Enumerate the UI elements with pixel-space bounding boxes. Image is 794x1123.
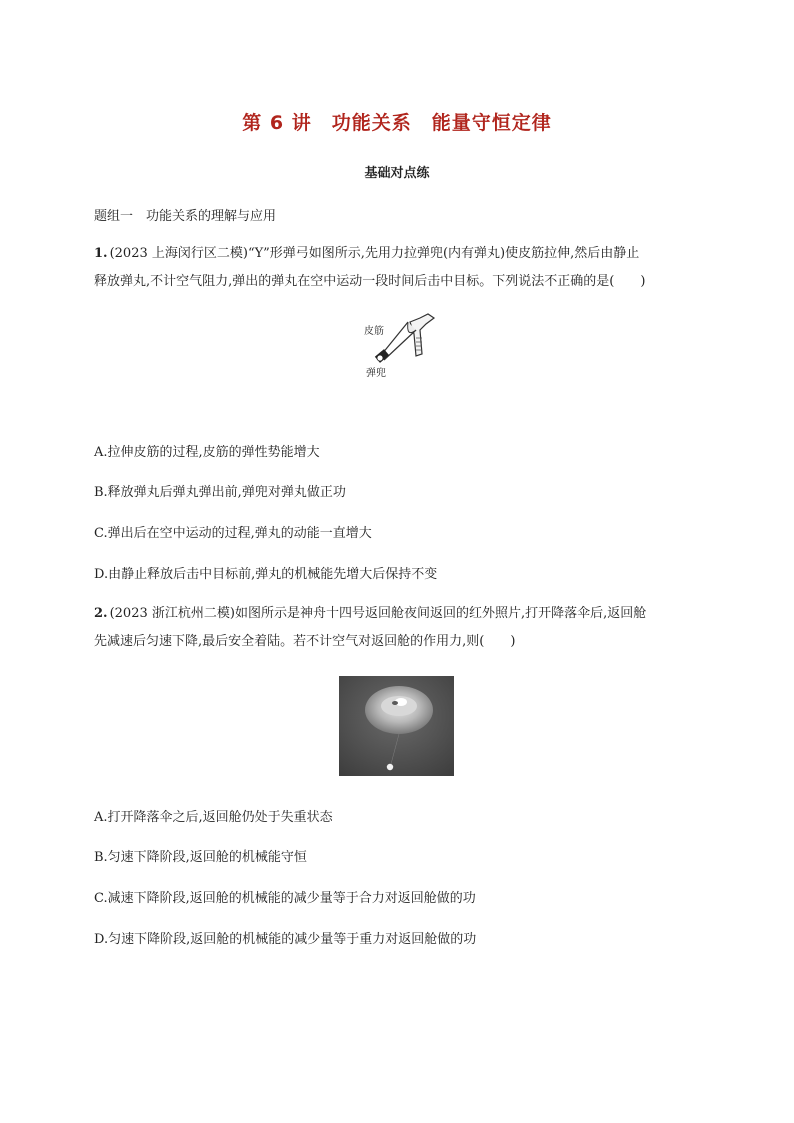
question-2-text-1: (2023 浙江杭州二模)如图所示是神舟十四号返回舱夜间返回的红外照片,打开降落伞后,返回舱	[109, 606, 647, 621]
question-1-line-1	[94, 240, 714, 268]
question-1	[94, 240, 714, 296]
question-2	[94, 600, 714, 656]
question-1-line-2: 释放弹丸,不计空气阻力,弹出的弹丸在空中运动一段时间后击中目标。下列说法不正确的是( )	[94, 274, 646, 289]
page-title: 第 6 讲 功能关系 能量守恒定律	[242, 112, 552, 134]
question-2-line-2: 先减速后匀速下降,最后安全着陆。若不计空气对返回舱的作用力,则( )	[94, 634, 516, 649]
question-2-number: 2.	[94, 606, 108, 621]
question-1-option-d: D.由静止释放后击中目标前,弹丸的机械能先增大后保持不变	[94, 567, 438, 582]
section-heading: 题组一 功能关系的理解与应用	[94, 209, 277, 224]
slingshot-figure	[360, 308, 440, 380]
return-capsule-photo	[339, 676, 454, 776]
question-2-line-1	[94, 600, 714, 628]
question-1-option-b: B.释放弹丸后弹丸弹出前,弹兜对弹丸做正功	[94, 485, 346, 500]
question-1-option-a: A.拉伸皮筋的过程,皮筋的弹性势能增大	[94, 445, 320, 460]
question-1-option-c: C.弹出后在空中运动的过程,弹丸的动能一直增大	[94, 526, 372, 541]
question-1-text-1: (2023 上海闵行区二模)“Y”形弹弓如图所示,先用力拉弹兜(内有弹丸)使皮筋拉伸,然后由静止	[109, 246, 640, 261]
pouch-label: 弹兜	[366, 368, 386, 379]
question-2-option-c: C.减速下降阶段,返回舱的机械能的减少量等于合力对返回舱做的功	[94, 891, 476, 906]
page-subtitle: 基础对点练	[364, 166, 430, 181]
question-2-option-a: A.打开降落伞之后,返回舱仍处于失重状态	[94, 810, 333, 825]
rubber-label: 皮筋	[364, 326, 384, 337]
question-2-option-b: B.匀速下降阶段,返回舱的机械能守恒	[94, 850, 307, 865]
question-1-number: 1.	[94, 246, 108, 261]
question-2-option-d: D.匀速下降阶段,返回舱的机械能的减少量等于重力对返回舱做的功	[94, 932, 477, 947]
